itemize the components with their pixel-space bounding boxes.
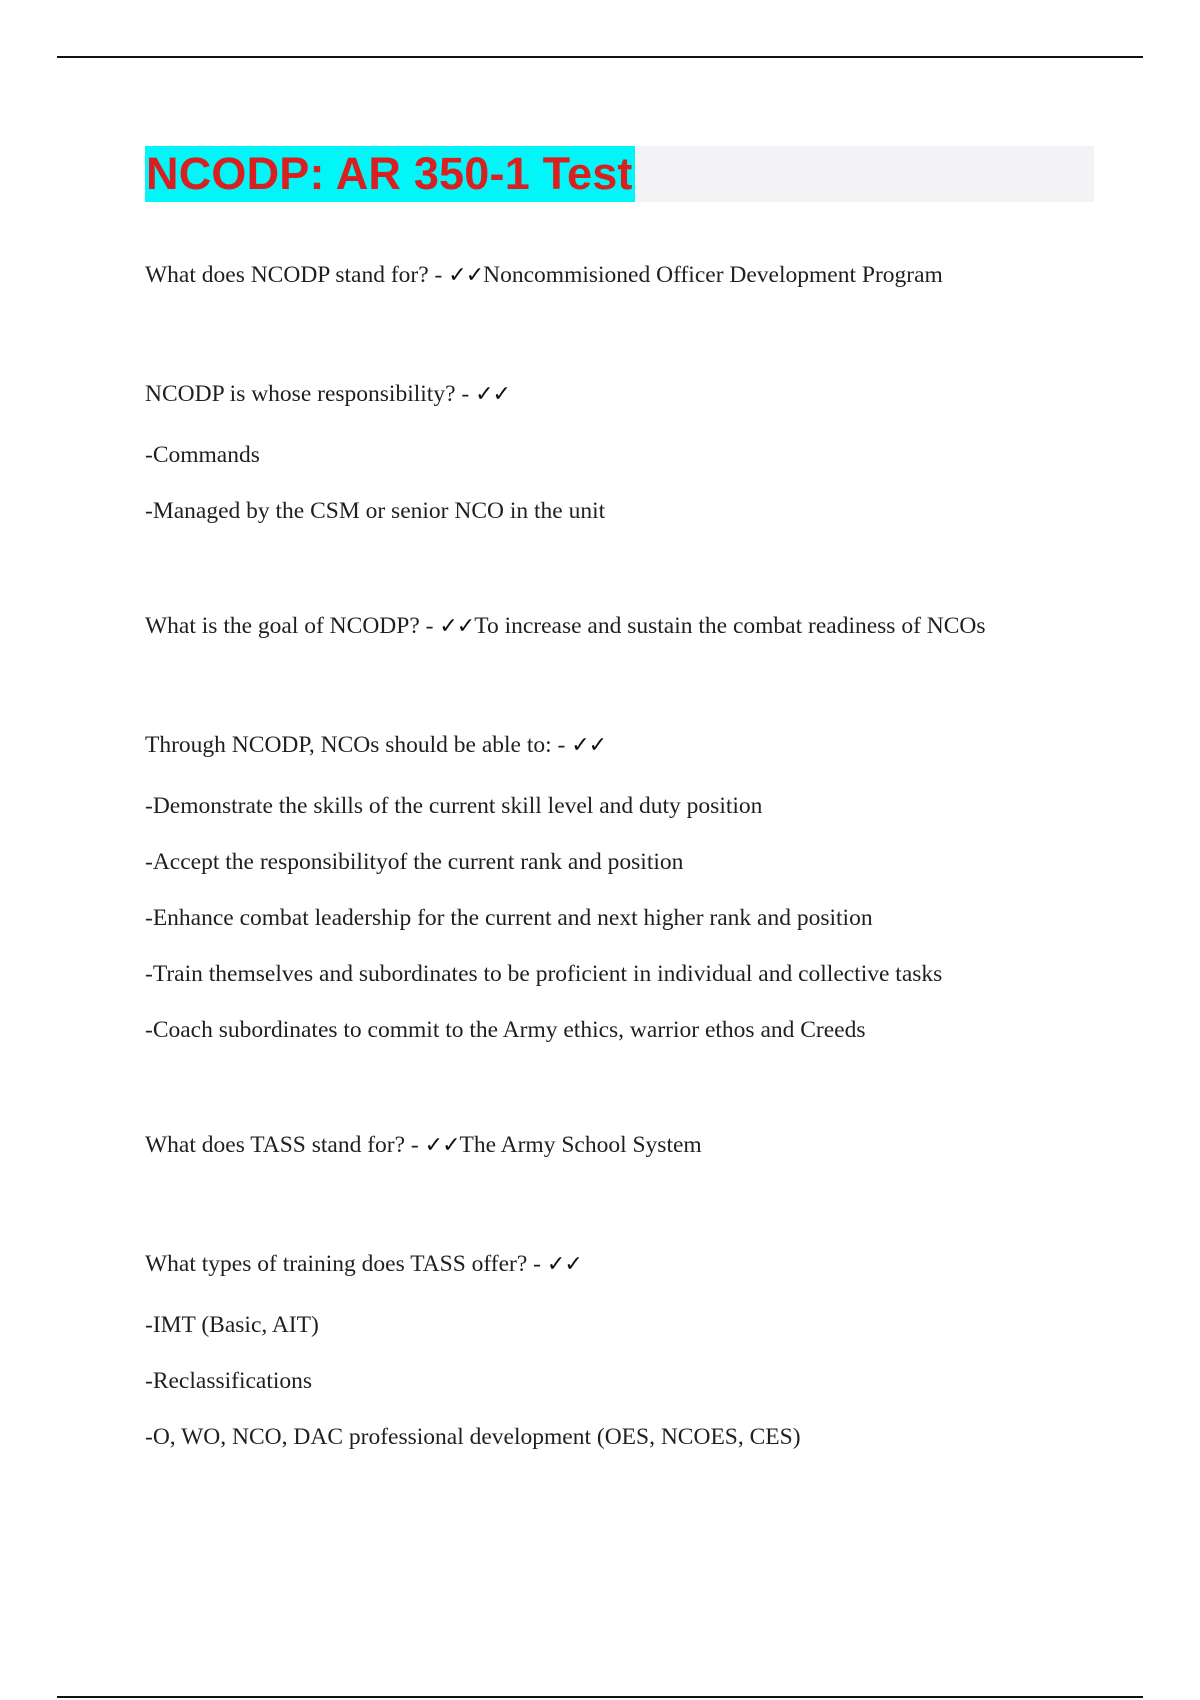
question-text: NCODP is whose responsibility? -	[145, 381, 476, 407]
question-text: What does NCODP stand for? -	[145, 262, 449, 288]
question-text: Through NCODP, NCOs should be able to: -	[145, 732, 572, 758]
qa-line	[145, 611, 986, 642]
answer-bullet: -Accept the responsibilityof the current rank and position	[145, 849, 684, 875]
question-text: What types of training does TASS offer? -	[145, 1251, 547, 1277]
qa-line	[145, 730, 606, 761]
answer-bullet: -IMT (Basic, AIT)	[145, 1312, 319, 1338]
answer-text: The Army School System	[459, 1132, 702, 1158]
qa-line	[145, 1249, 582, 1280]
answer-bullet: -Commands	[145, 442, 260, 468]
answer-text: To increase and sustain the combat readiness of NCOs	[474, 613, 986, 639]
answer-bullet: -Enhance combat leadership for the current and next higher rank and position	[145, 905, 873, 931]
double-check-icon: ✓✓	[448, 263, 484, 288]
top-rule	[57, 56, 1143, 58]
question-text: What does TASS stand for? -	[145, 1132, 425, 1158]
double-check-icon: ✓✓	[546, 1252, 582, 1277]
question-text: What is the goal of NCODP? -	[145, 613, 440, 639]
double-check-icon: ✓✓	[424, 1133, 460, 1158]
qa-line	[145, 1130, 702, 1161]
answer-bullet: -Train themselves and subordinates to be proficient in individual and collective tasks	[145, 961, 943, 987]
double-check-icon: ✓✓	[439, 614, 475, 639]
answer-bullet: -Demonstrate the skills of the current skill level and duty position	[145, 793, 763, 819]
answer-text: Noncommisioned Officer Development Program	[483, 262, 943, 288]
bottom-rule	[57, 1696, 1143, 1698]
qa-line	[145, 260, 943, 291]
answer-bullet: -Coach subordinates to commit to the Army ethics, warrior ethos and Creeds	[145, 1017, 866, 1043]
answer-bullet: -Managed by the CSM or senior NCO in the unit	[145, 498, 606, 524]
double-check-icon: ✓✓	[475, 382, 510, 407]
qa-line	[145, 379, 510, 410]
answer-bullet: -Reclassifications	[145, 1368, 313, 1394]
page-title: NCODP: AR 350-1 Test	[145, 146, 635, 202]
answer-bullet: -O, WO, NCO, DAC professional development (OES, NCOES, CES)	[145, 1424, 801, 1450]
double-check-icon: ✓✓	[571, 733, 607, 758]
